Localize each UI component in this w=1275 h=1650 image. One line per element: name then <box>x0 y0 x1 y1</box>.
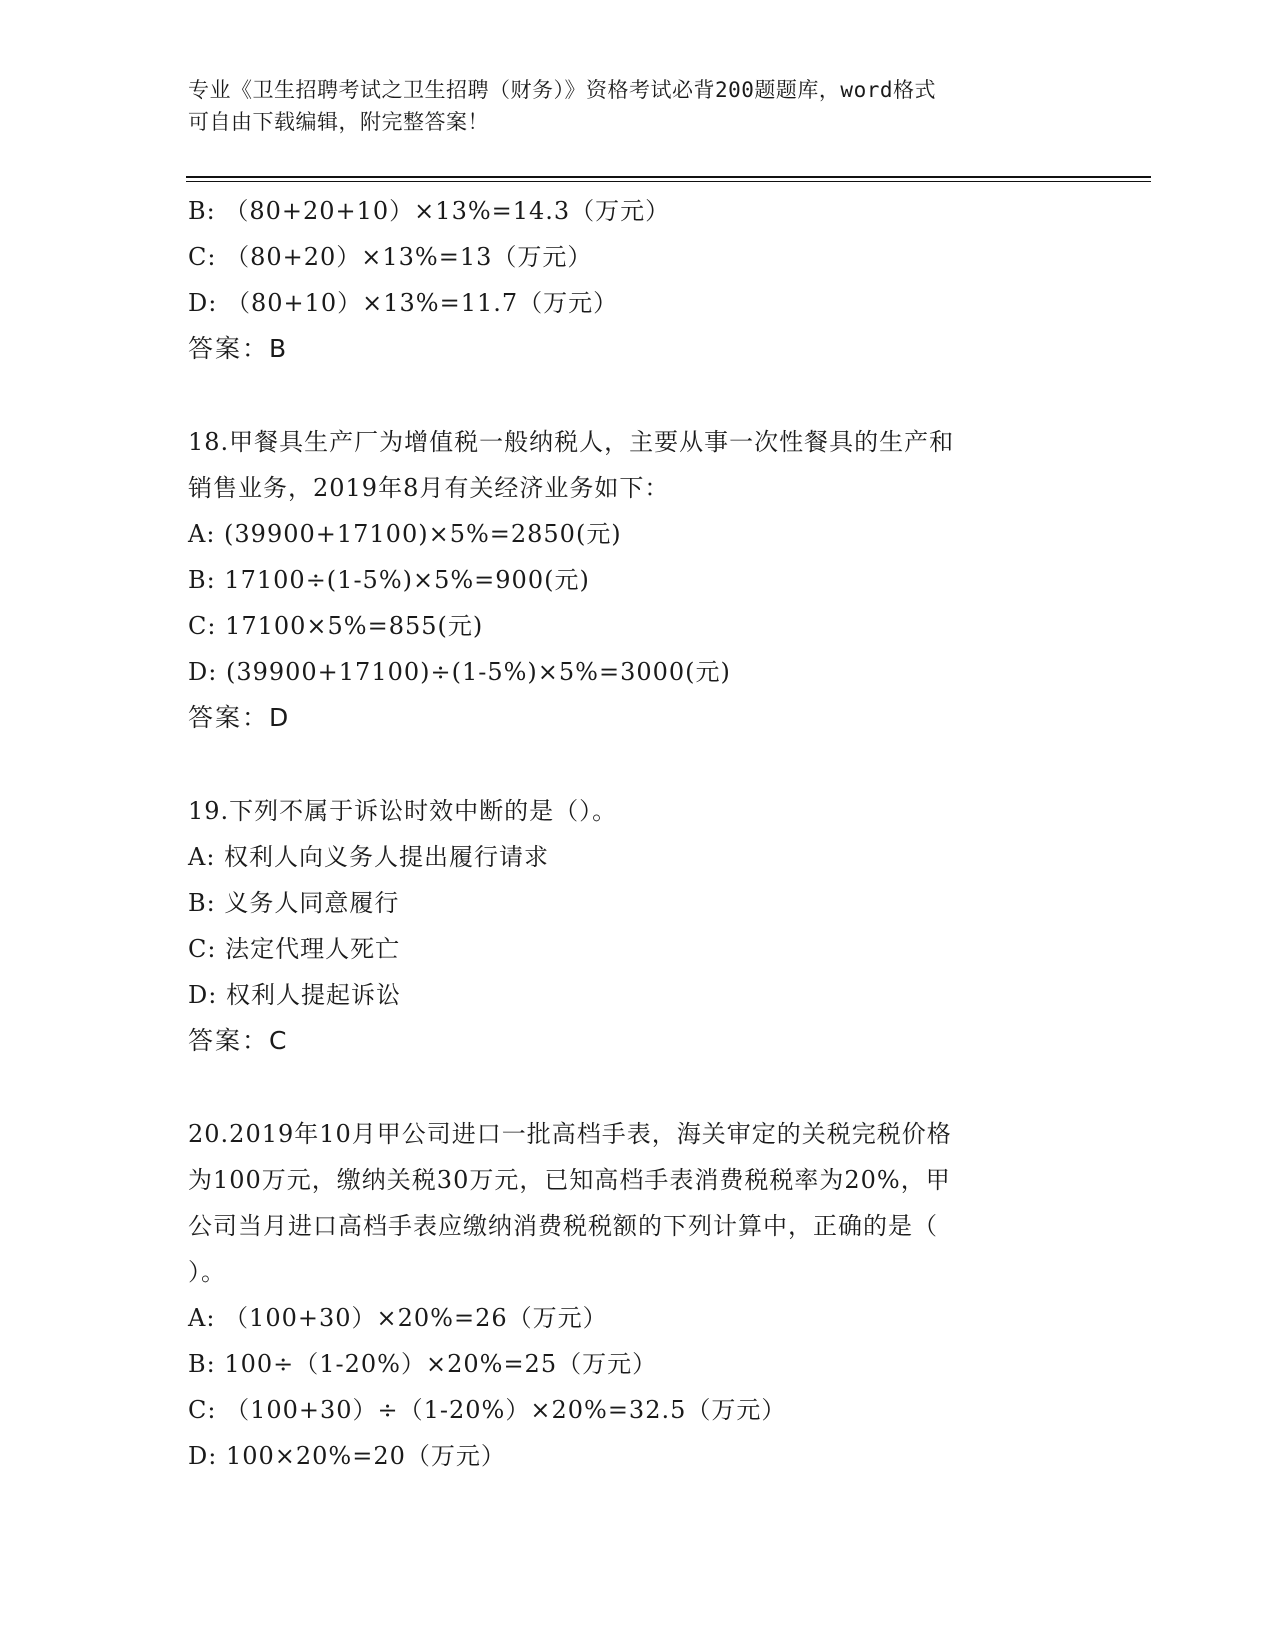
option-d: D: (39900+17100)÷(1-5%)×5%=3000(元) <box>188 658 731 686</box>
question-stem: 20.2019年10月甲公司进口一批高档手表，海关审定的关税完税价格 <box>188 1120 952 1148</box>
question-stem: 为100万元，缴纳关税30万元，已知高档手表消费税税率为20%，甲 <box>188 1166 951 1194</box>
question-17 <box>188 188 1138 372</box>
option-a: A: 权利人向义务人提出履行请求 <box>188 843 550 871</box>
question-stem: 公司当月进口高档手表应缴纳消费税税额的下列计算中，正确的是（ <box>188 1212 938 1240</box>
question-stem: 销售业务，2019年8月有关经济业务如下： <box>188 474 670 502</box>
question-stem: ）。 <box>188 1258 226 1286</box>
question-19 <box>188 788 1138 1064</box>
option-d: D: （80+10）×13%=11.7（万元） <box>188 289 619 317</box>
option-a: A: (39900+17100)×5%=2850(元) <box>188 520 622 548</box>
header-line-1: 专业《卫生招聘考试之卫生招聘（财务）》资格考试必背200题题库，word格式 <box>188 78 936 102</box>
answer: 答案：D <box>188 703 291 732</box>
option-b: B: 17100÷(1-5%)×5%=900(元) <box>188 566 590 594</box>
option-c: C: 17100×5%=855(元) <box>188 612 484 640</box>
option-b: B: 100÷（1-20%）×20%=25（万元） <box>188 1350 658 1378</box>
document-header <box>188 74 1068 138</box>
option-b: B: （80+20+10）×13%=14.3（万元） <box>188 197 671 225</box>
question-stem: 19.下列不属于诉讼时效中断的是（）。 <box>188 797 618 825</box>
answer: 答案：B <box>188 334 289 363</box>
header-line-2: 可自由下载编辑，附完整答案！ <box>188 110 489 134</box>
question-content <box>188 188 1138 1479</box>
option-d: D: 权利人提起诉讼 <box>188 981 401 1009</box>
option-c: C: （100+30）÷（1-20%）×20%=32.5（万元） <box>188 1396 787 1424</box>
question-stem: 18.甲餐具生产厂为增值税一般纳税人，主要从事一次性餐具的生产和 <box>188 428 955 456</box>
header-divider <box>186 176 1151 182</box>
question-18 <box>188 419 1138 741</box>
option-b: B: 义务人同意履行 <box>188 889 400 917</box>
option-c: C: 法定代理人死亡 <box>188 935 401 963</box>
option-c: C: （80+20）×13%=13（万元） <box>188 243 593 271</box>
option-d: D: 100×20%=20（万元） <box>188 1442 506 1470</box>
option-a: A: （100+30）×20%=26（万元） <box>188 1304 608 1332</box>
question-20 <box>188 1111 1138 1479</box>
answer: 答案：C <box>188 1026 289 1055</box>
